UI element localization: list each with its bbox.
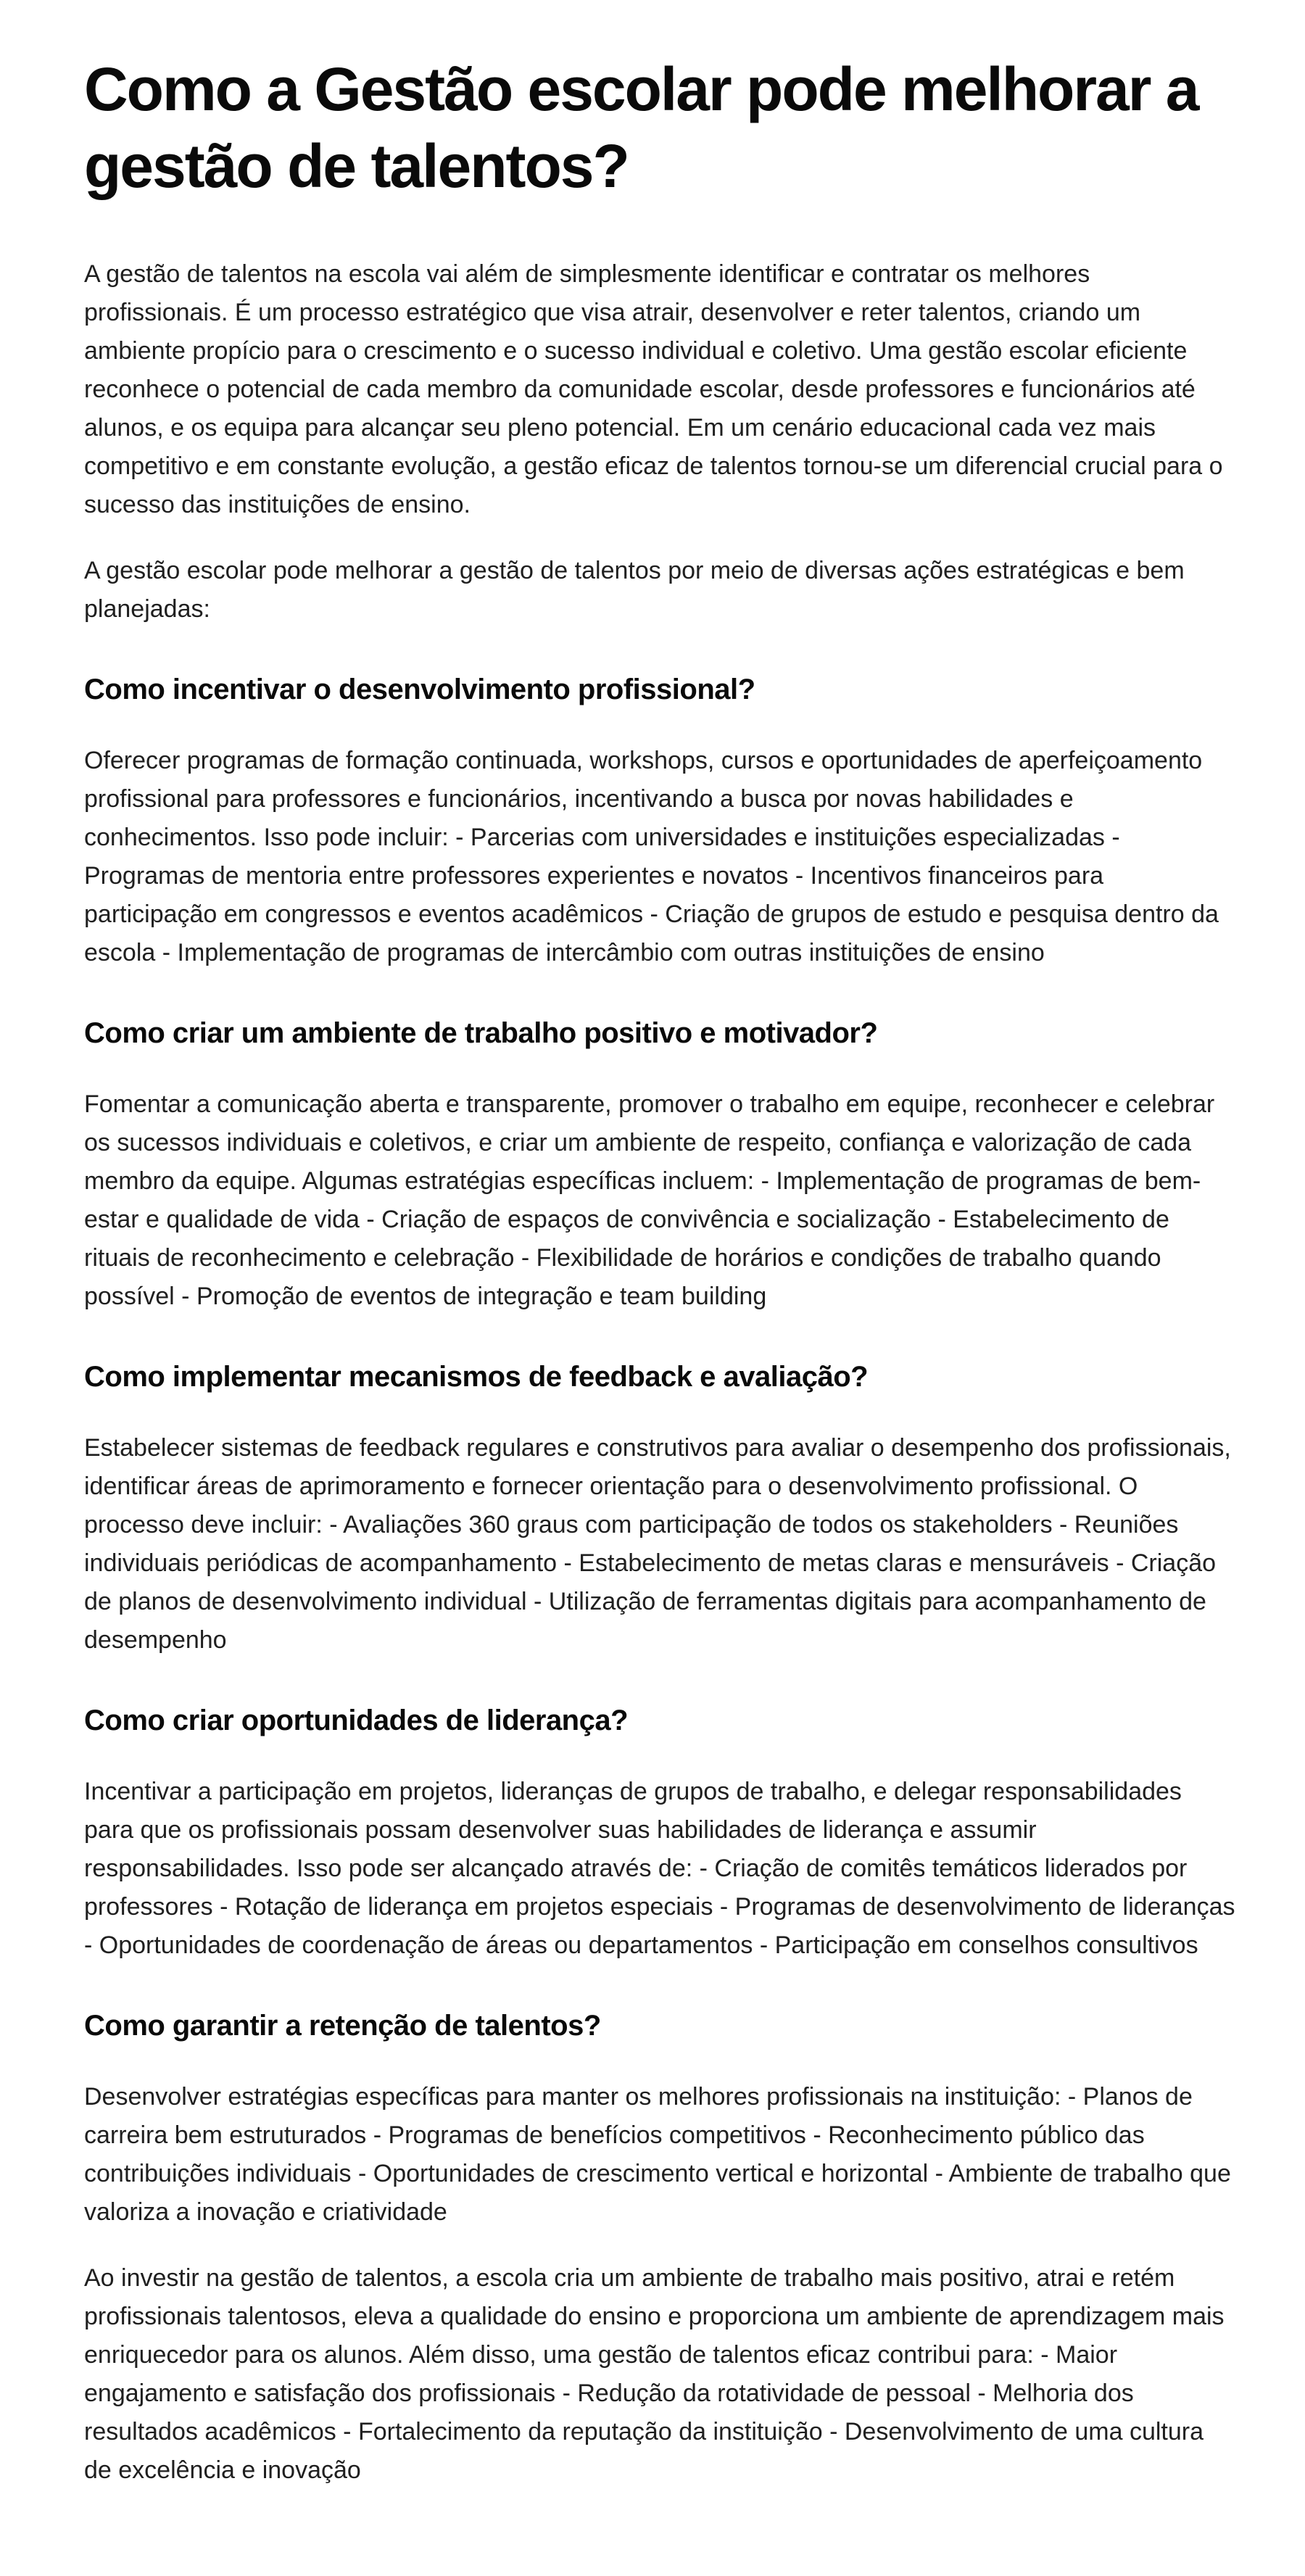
conclusion-paragraph: Ao investir na gestão de talentos, a escola cria um ambiente de trabalho mais positivo, atrai e retém profissionais talentosos, eleva a qualidade do ensino e proporciona um ambiente de aprendizagem mais enriquecedor para os alunos. Além disso, uma gestão de talentos eficaz contribui para: - Maior engajamento e satisfação dos profissionais - Redução da rotatividade de pessoal - Melhoria dos resultados acadêmicos - Fortalecimento da reputação da instituição - Desenvolvimento de uma cultura de excelência e inovação <box>84 2264 1225 2484</box>
section-heading: Como implementar mecanismos de feedback e avaliação? <box>84 1361 869 1393</box>
intro-paragraph: A gestão de talentos na escola vai além de simplesmente identificar e contratar os melhores profissionais. É um processo estratégico que visa atrair, desenvolver e reter talentos, criando um ambiente propício para o crescimento e o sucesso individual e coletivo. Uma gestão escolar eficiente reconhece o potencial de cada membro da comunidade escolar, desde professores e funcionários até alunos, e os equipa para alcançar seu pleno potencial. Em um cenário educacional cada vez mais competitivo e em constante evolução, a gestão eficaz de talentos tornou-se um diferencial crucial para o sucesso das instituições de ensino. <box>84 260 1223 518</box>
page-title: Como a Gestão escolar pode melhorar a gestão de talentos? <box>84 55 1198 200</box>
intro-paragraph: A gestão escolar pode melhorar a gestão de talentos por meio de diversas ações estratégicas e bem planejadas: <box>84 557 1185 623</box>
section-paragraph: Estabelecer sistemas de feedback regulares e construtivos para avaliar o desempenho dos profissionais, identificar áreas de aprimoramento e fornecer orientação para o desenvolvimento profissional. O processo deve incluir: - Avaliações 360 graus com participação de todos os stakeholders - Reuniões individuais periódicas de acompanhamento - Estabelecimento de metas claras e mensuráveis - Criação de planos de desenvolvimento individual - Utilização de ferramentas digitais para acompanhamento de desempenho <box>84 1434 1231 1654</box>
section-heading: Como incentivar o desenvolvimento profissional? <box>84 674 755 705</box>
section-paragraph: Incentivar a participação em projetos, lideranças de grupos de trabalho, e delegar responsabilidades para que os profissionais possam desenvolver suas habilidades de liderança e assumir responsabilidades. Isso pode ser alcançado através de: - Criação de comitês temáticos liderados por professores - Rotação de liderança em projetos especiais - Programas de desenvolvimento de lideranças - Oportunidades de coordenação de áreas ou departamentos - Participação em conselhos consultivos <box>84 1778 1235 1959</box>
section-paragraph: Fomentar a comunicação aberta e transparente, promover o trabalho em equipe, reconhecer e celebrar os sucessos individuais e coletivos, e criar um ambiente de respeito, confiança e valorização de cada membro da equipe. Algumas estratégias específicas incluem: - Implementação de programas de bem-estar e qualidade de vida - Criação de espaços de convivência e socialização - Estabelecimento de rituais de reconhecimento e celebração - Flexibilidade de horários e condições de trabalho quando possível - Promoção de eventos de integração e team building <box>84 1090 1215 1310</box>
section-heading: Como criar oportunidades de liderança? <box>84 1705 629 1736</box>
article <box>84 51 1237 2517</box>
section-heading: Como criar um ambiente de trabalho positivo e motivador? <box>84 1017 878 1049</box>
section-paragraph: Desenvolver estratégias específicas para manter os melhores profissionais na instituição: - Planos de carreira bem estruturados - Programas de benefícios competitivos - Reconhecimento público das contribuições individuais - Oportunidades de crescimento vertical e horizontal - Ambiente de trabalho que valoriza a inovação e criatividade <box>84 2083 1231 2226</box>
section-leadership <box>84 1702 1237 1965</box>
section-heading: Como garantir a retenção de talentos? <box>84 2010 601 2042</box>
section-positive-environment <box>84 1014 1237 1316</box>
section-professional-development <box>84 671 1237 972</box>
section-talent-retention <box>84 2007 1237 2232</box>
section-feedback-evaluation <box>84 1358 1237 1660</box>
section-paragraph: Oferecer programas de formação continuada, workshops, cursos e oportunidades de aperfeiçoamento profissional para professores e funcionários, incentivando a busca por novas habilidades e conhecimentos. Isso pode incluir: - Parcerias com universidades e instituições especializadas - Programas de mentoria entre professores experientes e novatos - Incentivos financeiros para participação em congressos e eventos acadêmicos - Criação de grupos de estudo e pesquisa dentro da escola - Implementação de programas de intercâmbio com outras instituições de ensino <box>84 747 1219 966</box>
